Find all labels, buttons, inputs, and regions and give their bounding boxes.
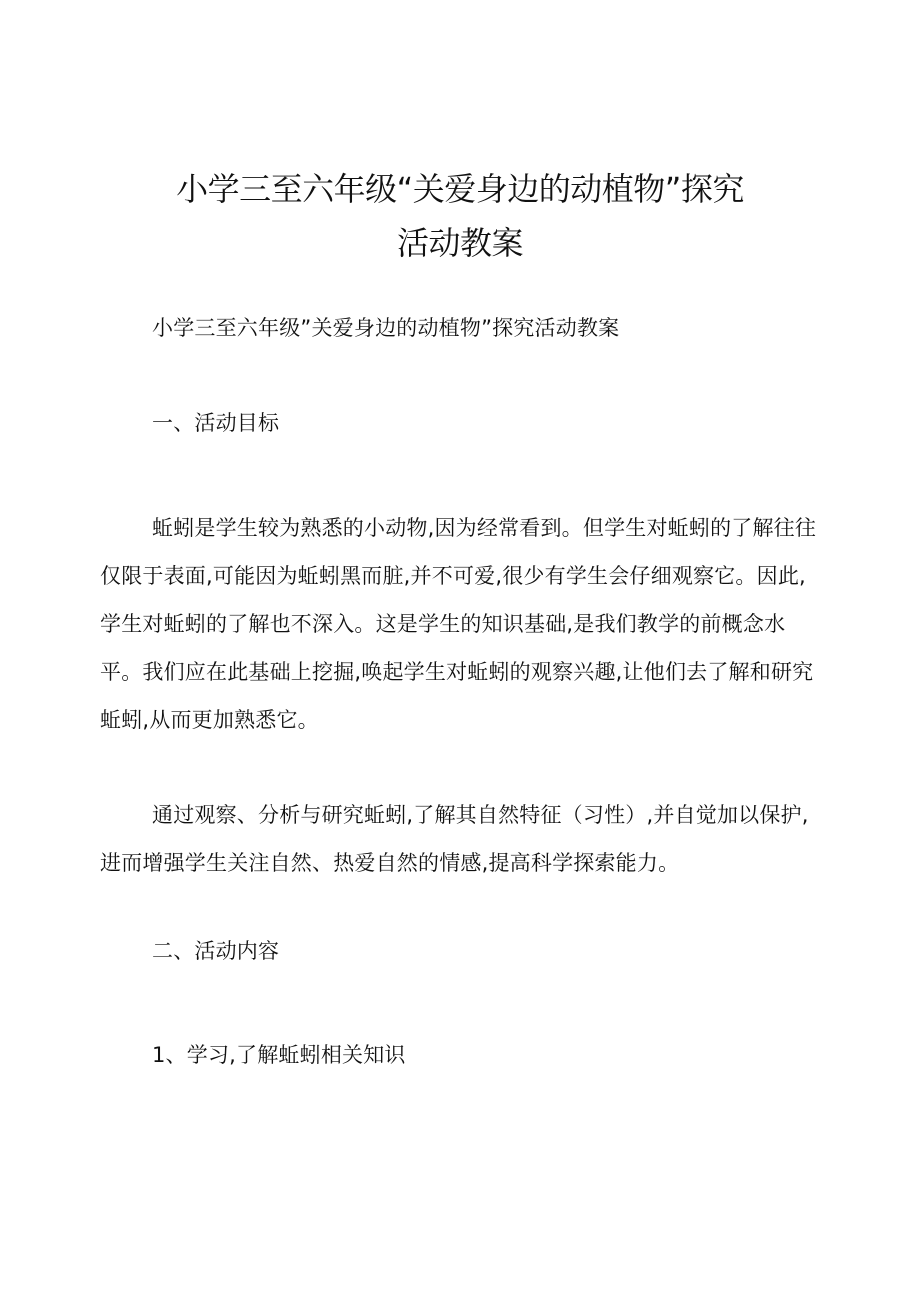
document-title (100, 162, 820, 270)
section-heading-goals: 一、活动目标 (152, 411, 280, 435)
goals-paragraph-2: 通过观察、分析与研究蚯蚓,了解其自然特征（习性）,并自觉加以保护,进而增强学生关注自然、热爱自然的情感,提高科学探索能力。 (100, 803, 809, 875)
section-heading-content: 二、活动内容 (152, 939, 280, 963)
content-item-1: 1、学习,了解蚯蚓相关知识 (152, 1043, 406, 1067)
title-line-2: 活动教案 (396, 224, 523, 262)
document-subtitle: 小学三至六年级”关爱身边的动植物”探究活动教案 (152, 316, 620, 340)
title-line-1: 小学三至六年级“关爱身边的动植物”探究 (176, 170, 744, 208)
goals-paragraph-1: 蚯蚓是学生较为熟悉的小动物,因为经常看到。但学生对蚯蚓的了解往往仅限于表面,可能因为蚯蚓黑而脏,并不可爱,很少有学生会仔细观察它。因此,学生对蚯蚓的了解也不深入。这是学生的知识基础,是我们教学的前概念水平。我们应在此基础上挖掘,唤起学生对蚯蚓的观察兴趣,让他们去了解和研究蚯蚓,从而更加熟悉它。 (100, 516, 817, 732)
